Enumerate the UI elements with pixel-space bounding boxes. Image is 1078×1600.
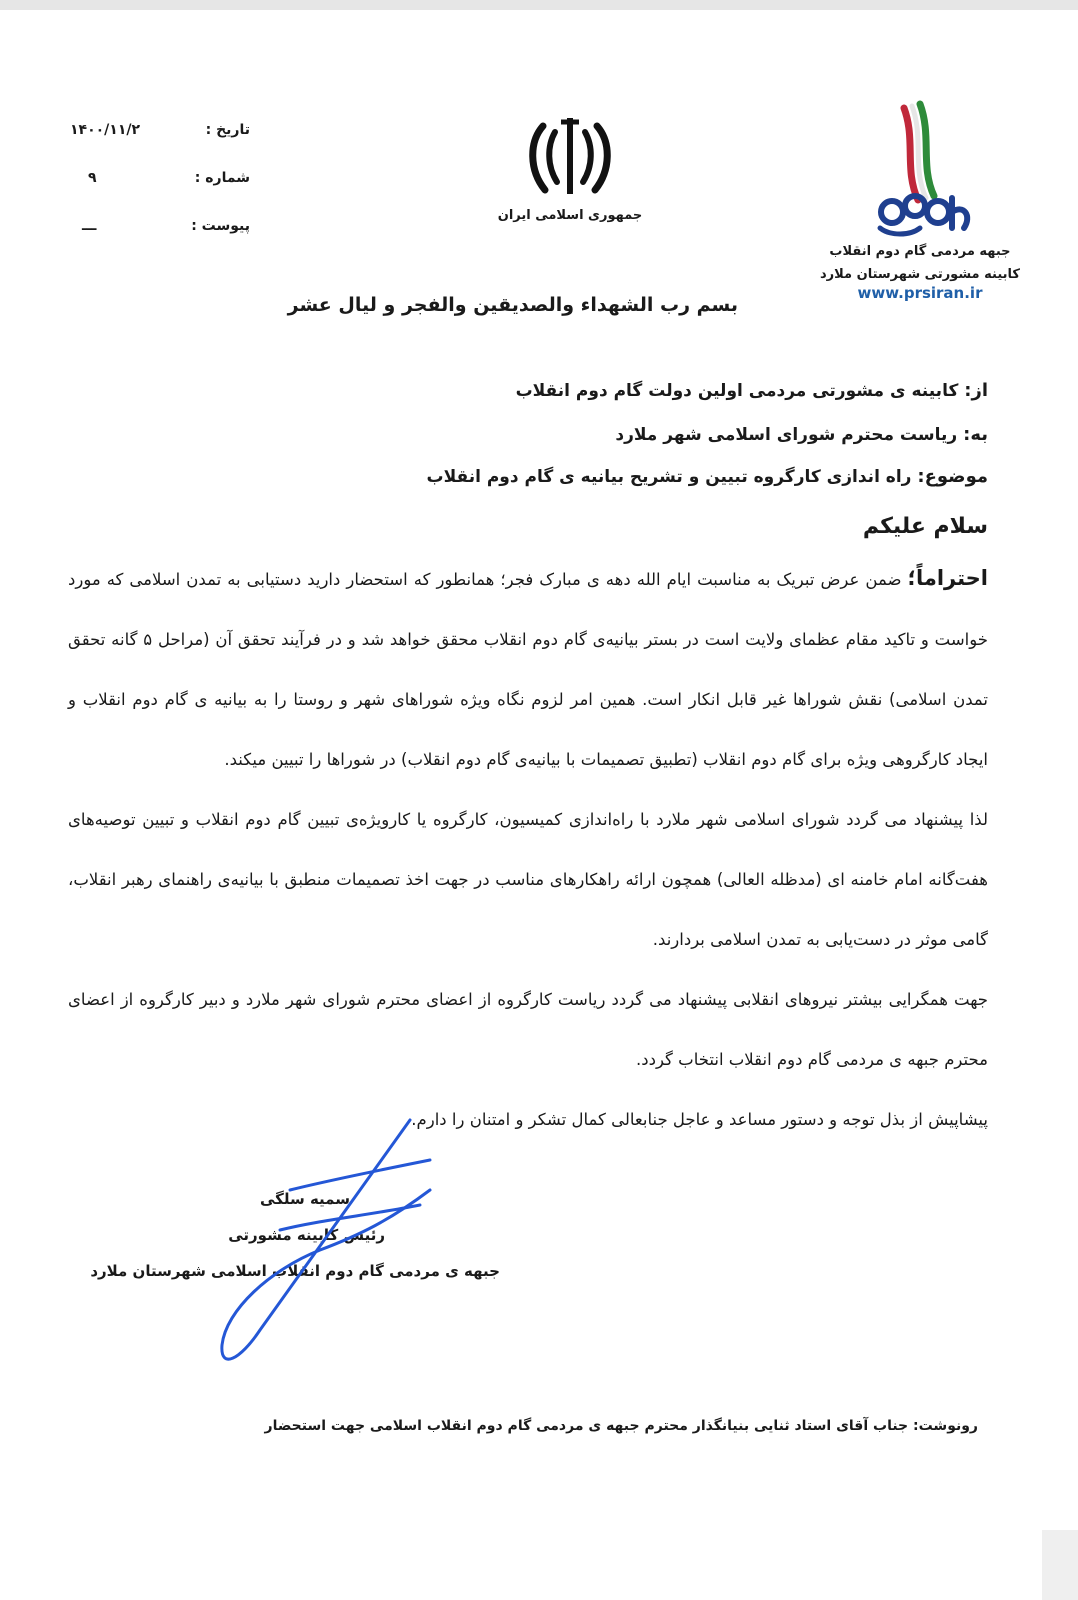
attachment-row: [50, 218, 250, 266]
emblem-icon: [525, 112, 615, 202]
attachment-value: ـــ: [82, 218, 97, 234]
handwritten-signature-icon: [200, 1100, 460, 1380]
organization-website: www.prsiran.ir: [857, 284, 983, 302]
number-value: ۹: [88, 170, 97, 186]
emblem-caption: جمهوری اسلامی ایران: [497, 208, 643, 223]
greeting: سلام علیکم: [862, 514, 988, 539]
basmala-heading: بسم رب الشهداء والصدیقین والفجر و لیال عشر: [287, 294, 738, 316]
letter-body: [68, 548, 988, 1150]
subject-label: موضوع:: [917, 466, 988, 487]
from-value: کابینه ی مشورتی مردمی اولین دولت گام دوم انقلاب: [515, 381, 959, 401]
body-paragraph-3: جهت همگرایی بیشتر نیروهای انقلابی پیشنهاد می گردد ریاست کارگروه از اعضای محترم شورای شهر ملارد و دبیر کارگروه از اعضای محترم جبهه ی مردمی گام دوم انقلاب انتخاب گردد.: [68, 990, 988, 1069]
body-paragraph-2: لذا پیشنهاد می گردد شورای اسلامی شهر ملارد با راه‌اندازی کمیسیون، کارگروه یا کارویژه‌ی تبیین گام دوم انقلاب و تبیین توصیه‌های هفت‌گانه امام خامنه ای (مدظله العالی) همچون ارائه راهکارهای مناسب در جهت اخذ تصمیمات منطبق با بیانیه‌ی راهنمای رهبر انقلاب، گامی موثر در دست‌یابی به تمدن اسلامی بردارند.: [68, 810, 988, 949]
from-label: از:: [964, 380, 988, 401]
signer-name: سمیه سلگی: [259, 1190, 350, 1208]
signer-organization: جبهه ی مردمی گام دوم انقلاب اسلامی شهرستان ملارد: [90, 1262, 500, 1280]
to-line: [615, 424, 988, 445]
number-label: شماره :: [194, 170, 250, 186]
date-row: [50, 122, 250, 170]
organization-subname: کابینه مشورتی شهرستان ملارد: [820, 267, 1020, 282]
page-corner: [1042, 1530, 1078, 1600]
paragraph-1-text: ضمن عرض تبریک به مناسبت ایام الله دهه ی مبارک فجر؛ همانطور که استحضار دارید دستیابی به تمدن اسلامی که مورد خواست و تاکید مقام عظمای ولایت است در بستر بیانیه‌ی گام دوم انقلاب محقق خواهد شد و در فرآیند تحقق آن (مراحل ۵ گانه تحقق تمدن اسلامی) نقش شوراها غیر قابل انکار است. همین امر لزوم نگاه ویژه شوراهای شهر و روستا را به بیانیه ی گام دوم انقلاب و ایجاد کارگروهی ویژه برای گام دوم انقلاب (تطبیق تصمیمات با بیانیه‌ی گام دوم انقلاب) در شوراها را تبیین میکند.: [68, 570, 988, 769]
to-value: ریاست محترم شورای اسلامی شهر ملارد: [615, 425, 958, 445]
organization-block: [820, 100, 1020, 302]
national-emblem-block: [480, 112, 660, 223]
signer-title: رئیس کابینه مشورتی: [228, 1226, 385, 1244]
date-label: تاریخ :: [205, 122, 250, 138]
body-closing: پیشاپیش از بذل توجه و دستور مساعد و عاجل جنابعالی کمال تشکر و امتنان را دارم.: [411, 1110, 988, 1129]
opening-word: احتراماً؛: [907, 566, 988, 590]
letter-meta: [50, 122, 250, 266]
body-paragraph-1: [68, 548, 988, 790]
date-value: ۱۴۰۰/۱۱/۲: [70, 122, 141, 138]
from-line: [516, 380, 988, 401]
attachment-label: پیوست :: [191, 218, 250, 234]
carbon-copy-line: رونوشت: جناب آقای استاد ثنایی بنیانگذار محترم جبهه ی مردمی گام دوم انقلاب اسلامی جهت استحضار: [264, 1418, 978, 1434]
subject-line: [426, 466, 988, 487]
number-row: [50, 170, 250, 218]
organization-logo-icon: [860, 100, 980, 240]
organization-name: جبهه مردمی گام دوم انقلاب: [829, 244, 1011, 259]
subject-value: راه اندازی کارگروه تبیین و تشریح بیانیه ی گام دوم انقلاب: [426, 467, 912, 487]
to-label: به:: [963, 424, 988, 445]
top-edge-bar: [0, 0, 1078, 10]
